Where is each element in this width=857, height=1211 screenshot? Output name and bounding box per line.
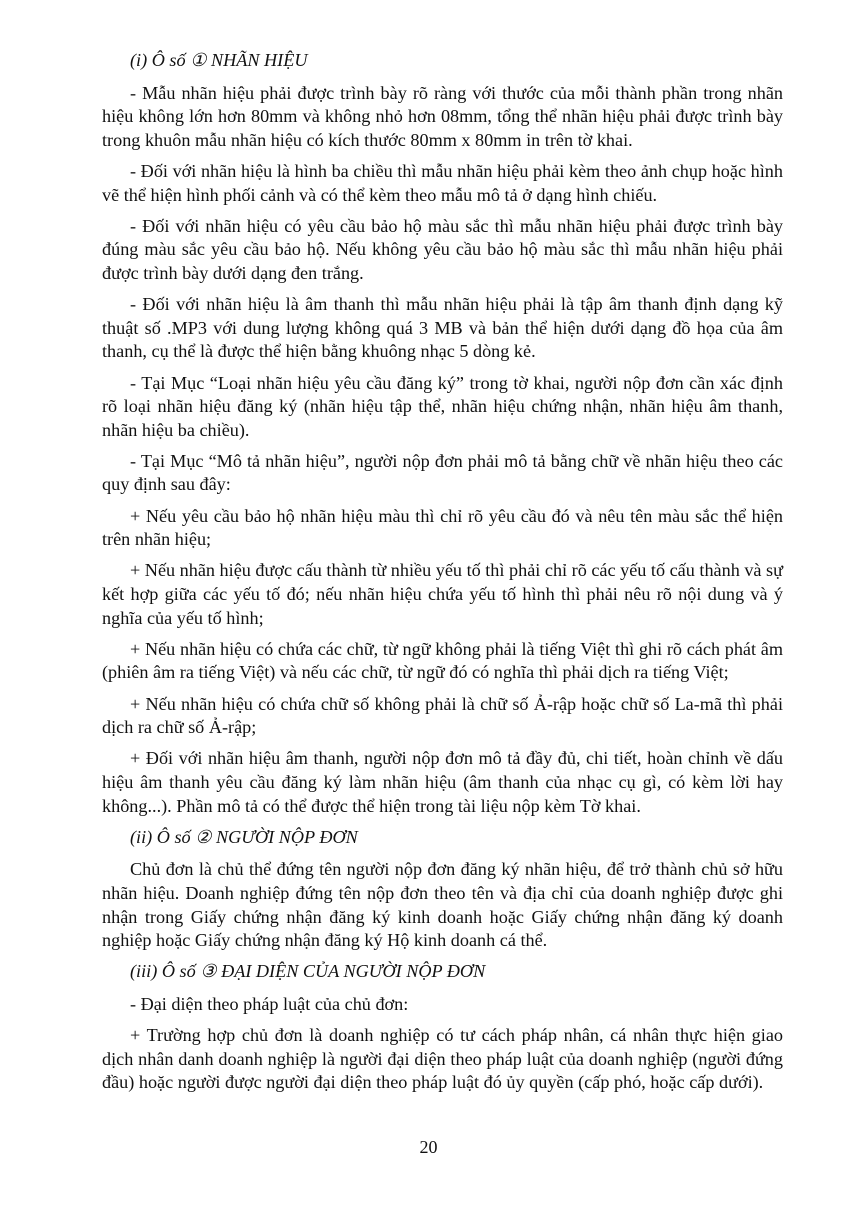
paragraph: + Nếu nhãn hiệu được cấu thành từ nhiều yếu tố thì phải chỉ rõ các yếu tố cấu thành và sự kết hợp giữa các yếu tố đó; nếu nhãn hiệu chứa yếu tố hình thì phải nêu rõ nội dung và ý nghĩa của yếu tố hình; xyxy=(102,560,783,628)
section-heading: (i) Ô số ① NHÃN HIỆU xyxy=(130,50,308,70)
paragraph: + Đối với nhãn hiệu âm thanh, người nộp đơn mô tả đầy đủ, chi tiết, hoàn chỉnh về dấu hiệu âm thanh yêu cầu đăng ký làm nhãn hiệu (âm thanh của nhạc cụ gì, có kèm lời hay không...). Phần mô tả có thể được thể hiện trong tài liệu nộp kèm Tờ khai. xyxy=(102,748,783,816)
page-number: 20 xyxy=(419,1137,438,1157)
paragraph: Chủ đơn là chủ thể đứng tên người nộp đơn đăng ký nhãn hiệu, để trở thành chủ sở hữu nhãn hiệu. Doanh nghiệp đứng tên nộp đơn theo tên và địa chỉ của doanh nghiệp được ghi nhận trong Giấy chứng nhận đăng ký kinh doanh hoặc Giấy chứng nhận đăng ký doanh nghiệp hoặc Giấy chứng nhận đăng ký Hộ kinh doanh cá thể. xyxy=(102,859,783,951)
paragraph: + Nếu nhãn hiệu có chứa các chữ, từ ngữ không phải là tiếng Việt thì ghi rõ cách phát âm (phiên âm ra tiếng Việt) và nếu các chữ, từ ngữ đó có nghĩa thì phải dịch ra tiếng Việt; xyxy=(102,638,783,683)
paragraph: - Tại Mục “Mô tả nhãn hiệu”, người nộp đơn phải mô tả bằng chữ về nhãn hiệu theo các quy định sau đây: xyxy=(102,450,783,495)
paragraph: - Mẫu nhãn hiệu phải được trình bày rõ ràng với thước của mỗi thành phần trong nhãn hiệu không lớn hơn 80mm và không nhỏ hơn 08mm, tổng thể nhãn hiệu phải được trình bày trong khuôn mẫu nhãn hiệu có kích thước 80mm x 80mm in trên tờ khai. xyxy=(102,82,783,150)
paragraph: - Đại diện theo pháp luật của chủ đơn: xyxy=(130,993,409,1014)
paragraph: + Nếu nhãn hiệu có chứa chữ số không phải là chữ số Ả-rập hoặc chữ số La-mã thì phải dịch ra chữ số Ả-rập; xyxy=(102,693,783,738)
paragraph: - Đối với nhãn hiệu có yêu cầu bảo hộ màu sắc thì mẫu nhãn hiệu phải được trình bày đúng màu sắc yêu cầu bảo hộ. Nếu không yêu cầu bảo hộ màu sắc thì mẫu nhãn hiệu phải được trình bày dưới dạng đen trắng. xyxy=(102,215,783,283)
section-heading: (ii) Ô số ② NGƯỜI NỘP ĐƠN xyxy=(130,826,358,847)
section-heading: (iii) Ô số ③ ĐẠI DIỆN CỦA NGƯỜI NỘP ĐƠN xyxy=(130,961,486,982)
page-content xyxy=(102,49,783,1102)
paragraph: - Đối với nhãn hiệu là âm thanh thì mẫu nhãn hiệu phải là tập âm thanh định dạng kỹ thuật số .MP3 với dung lượng không quá 3 MB và bản thể hiện dưới dạng đồ họa của âm thanh, cụ thể là được thể hiện bằng khuông nhạc 5 dòng kẻ. xyxy=(102,294,783,362)
paragraph: - Tại Mục “Loại nhãn hiệu yêu cầu đăng ký” trong tờ khai, người nộp đơn cần xác định rõ loại nhãn hiệu đăng ký (nhãn hiệu tập thể, nhãn hiệu chứng nhận, nhãn hiệu âm thanh, nhãn hiệu ba chiều). xyxy=(102,372,783,440)
paragraph: + Nếu yêu cầu bảo hộ nhãn hiệu màu thì chỉ rõ yêu cầu đó và nêu tên màu sắc thể hiện trên nhãn hiệu; xyxy=(102,505,783,550)
paragraph: + Trường hợp chủ đơn là doanh nghiệp có tư cách pháp nhân, cá nhân thực hiện giao dịch nhân danh doanh nghiệp là người đại diện theo pháp luật của doanh nghiệp (người đứng đầu) hoặc người được người đại diện theo pháp luật đó ủy quyền (cấp phó, hoặc cấp dưới). xyxy=(102,1025,783,1093)
paragraph: - Đối với nhãn hiệu là hình ba chiều thì mẫu nhãn hiệu phải kèm theo ảnh chụp hoặc hình vẽ thể hiện hình phối cảnh và có thể kèm theo mẫu mô tả ở dạng hình chiếu. xyxy=(102,160,783,205)
